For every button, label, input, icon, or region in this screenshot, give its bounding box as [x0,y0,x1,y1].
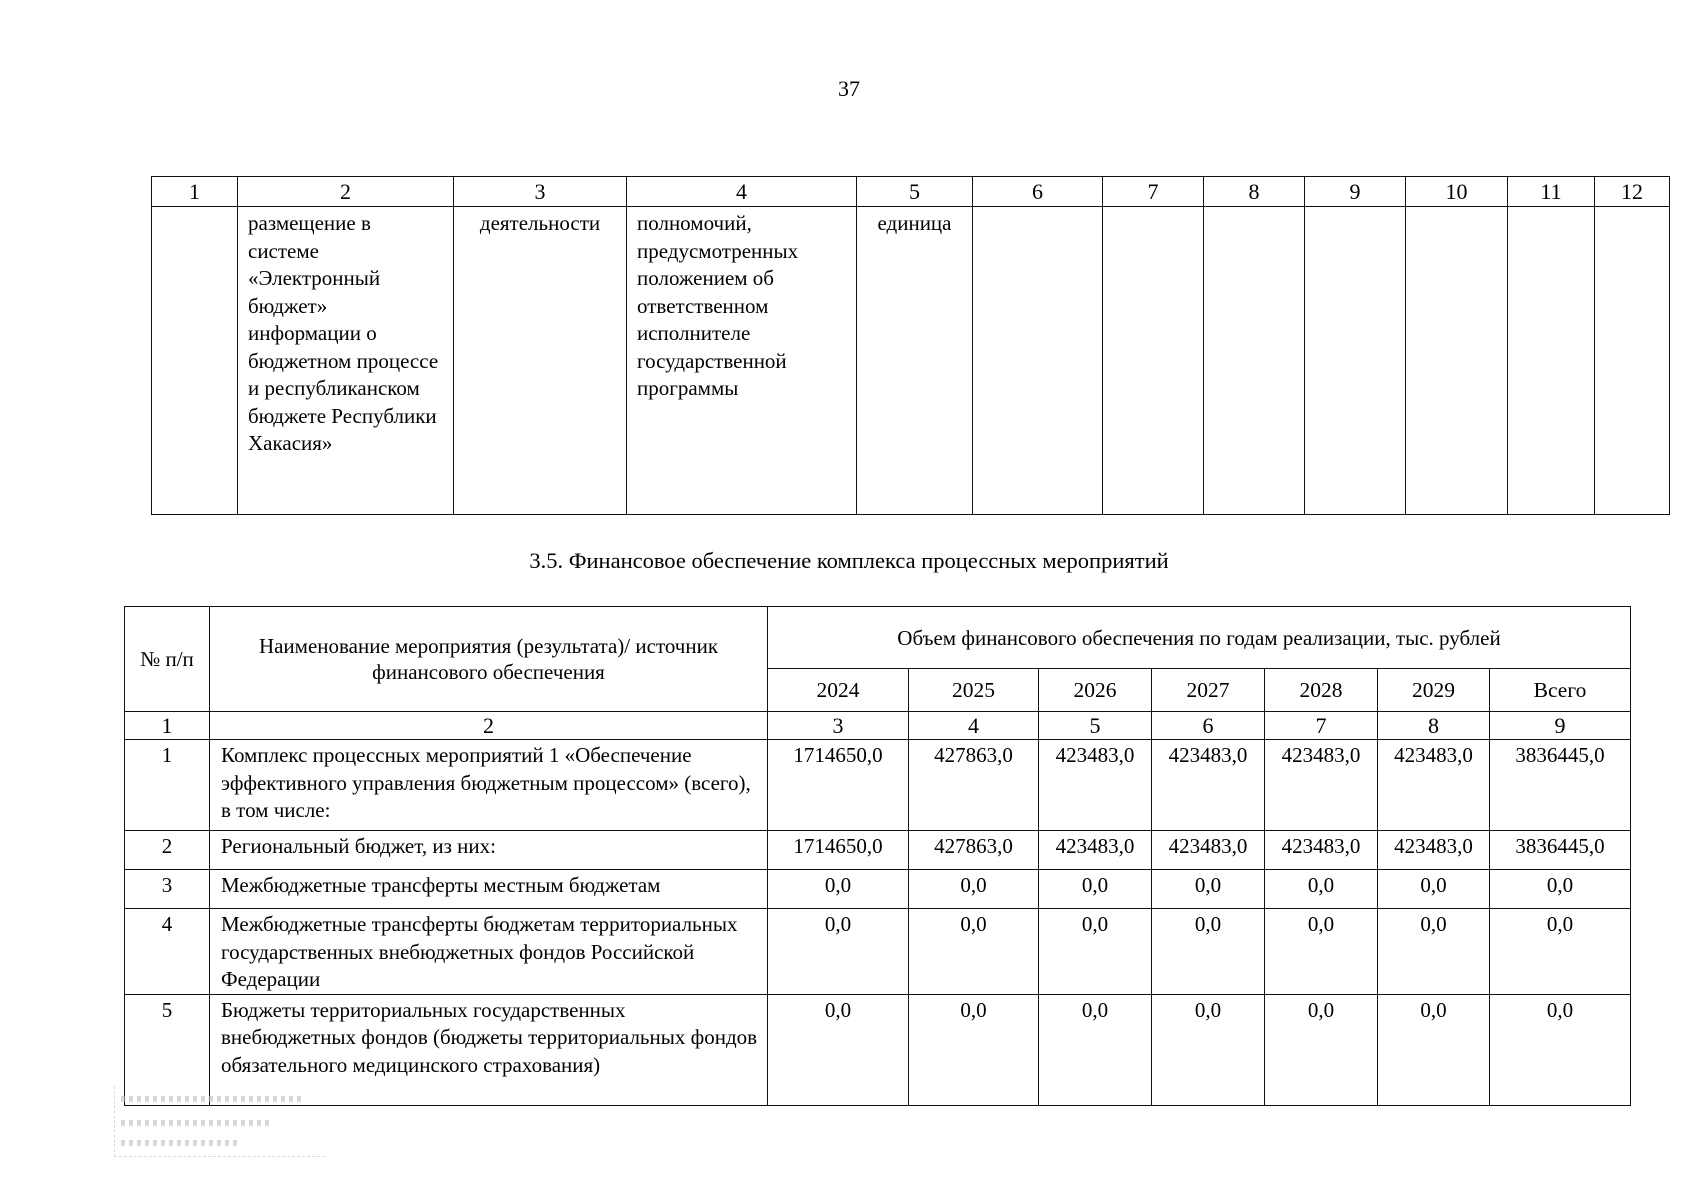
table-row [152,207,1670,515]
value-2027: 0,0 [1152,909,1265,995]
value-2024: 1714650,0 [768,831,909,870]
table-row [125,870,1631,909]
column-number: 9 [1490,712,1631,740]
table-cell [1305,207,1406,515]
row-number: 1 [125,740,210,831]
value-2027: 423483,0 [1152,831,1265,870]
column-number: 7 [1103,177,1204,207]
value-2026: 0,0 [1039,909,1152,995]
value-2029: 423483,0 [1378,831,1490,870]
header-number: № п/п [125,607,210,712]
row-name: Межбюджетные трансферты бюджетам территориальных государственных внебюджетных фондов Российской Федерации [210,909,768,995]
row-number: 2 [125,831,210,870]
value-2026: 0,0 [1039,994,1152,1105]
value-2025: 427863,0 [909,740,1039,831]
table-row [125,909,1631,995]
value-2029: 423483,0 [1378,740,1490,831]
column-number: 8 [1204,177,1305,207]
column-number: 12 [1595,177,1670,207]
value-2024: 1714650,0 [768,740,909,831]
column-number: 10 [1406,177,1508,207]
continuation-table [151,176,1670,515]
table-row [125,740,1631,831]
header-year: 2025 [909,669,1039,712]
column-number: 7 [1265,712,1378,740]
column-number: 4 [627,177,857,207]
financing-table [124,606,1631,1106]
column-number: 4 [909,712,1039,740]
column-numbers-row [125,712,1631,740]
value-2029: 0,0 [1378,994,1490,1105]
header-year: 2024 [768,669,909,712]
row-number: 3 [125,870,210,909]
value-2025: 0,0 [909,994,1039,1105]
value-2025: 0,0 [909,870,1039,909]
value-2028: 0,0 [1265,870,1378,909]
header-row [125,607,1631,669]
value-2028: 423483,0 [1265,740,1378,831]
table-cell: единица [857,207,973,515]
column-numbers-row [152,177,1670,207]
column-number: 2 [210,712,768,740]
row-number: 4 [125,909,210,995]
column-number: 3 [454,177,627,207]
value-2026: 423483,0 [1039,831,1152,870]
stamp-line [121,1120,271,1126]
table-row [125,831,1631,870]
header-year: 2026 [1039,669,1152,712]
row-name: Бюджеты территориальных государственных внебюджетных фондов (бюджеты территориальных фондов обязательного медицинского страхования) [210,994,768,1105]
table-cell [1204,207,1305,515]
column-number: 9 [1305,177,1406,207]
value-2028: 0,0 [1265,909,1378,995]
column-number: 6 [1152,712,1265,740]
header-year: 2028 [1265,669,1378,712]
stamp-line [121,1096,301,1102]
page-number: 37 [838,76,860,101]
section-heading: 3.5. Финансовое обеспечение комплекса процессных мероприятий [529,548,1169,573]
value-2026: 423483,0 [1039,740,1152,831]
column-number: 6 [973,177,1103,207]
stamp-mark [114,1086,325,1157]
row-name: Региональный бюджет, из них: [210,831,768,870]
value-total: 0,0 [1490,870,1631,909]
value-2024: 0,0 [768,909,909,995]
column-number: 1 [152,177,238,207]
column-number: 11 [1508,177,1595,207]
table-cell [152,207,238,515]
table-cell: размещение в системе «Электронный бюджет» информации о бюджетном процессе и республиканском бюджете Республики Хакасия» [238,207,454,515]
column-number: 5 [857,177,973,207]
value-2029: 0,0 [1378,909,1490,995]
header-volume: Объем финансового обеспечения по годам реализации, тыс. рублей [768,607,1631,669]
header-year: 2027 [1152,669,1265,712]
column-number: 3 [768,712,909,740]
value-2026: 0,0 [1039,870,1152,909]
value-2027: 0,0 [1152,870,1265,909]
column-number: 2 [238,177,454,207]
table-cell: деятельности [454,207,627,515]
row-name: Комплекс процессных мероприятий 1 «Обеспечение эффективного управления бюджетным процессом» (всего), в том числе: [210,740,768,831]
value-total: 3836445,0 [1490,740,1631,831]
column-number: 8 [1378,712,1490,740]
table-row [125,994,1631,1105]
value-2024: 0,0 [768,994,909,1105]
value-2027: 0,0 [1152,994,1265,1105]
value-total: 0,0 [1490,994,1631,1105]
table-cell [973,207,1103,515]
table-cell [1406,207,1508,515]
table-cell [1508,207,1595,515]
value-2025: 0,0 [909,909,1039,995]
column-number: 1 [125,712,210,740]
value-total: 0,0 [1490,909,1631,995]
value-2027: 423483,0 [1152,740,1265,831]
value-2025: 427863,0 [909,831,1039,870]
value-2028: 0,0 [1265,994,1378,1105]
row-name: Межбюджетные трансферты местным бюджетам [210,870,768,909]
row-number: 5 [125,994,210,1105]
value-2028: 423483,0 [1265,831,1378,870]
header-name: Наименование мероприятия (результата)/ источник финансового обеспечения [210,607,768,712]
stamp-line [121,1140,241,1146]
column-number: 5 [1039,712,1152,740]
value-2029: 0,0 [1378,870,1490,909]
header-year: 2029 [1378,669,1490,712]
table-cell [1103,207,1204,515]
header-total: Всего [1490,669,1631,712]
table-cell: полномочий, предусмотренных положением об ответственном исполнителе государственной программы [627,207,857,515]
value-total: 3836445,0 [1490,831,1631,870]
table-cell [1595,207,1670,515]
value-2024: 0,0 [768,870,909,909]
